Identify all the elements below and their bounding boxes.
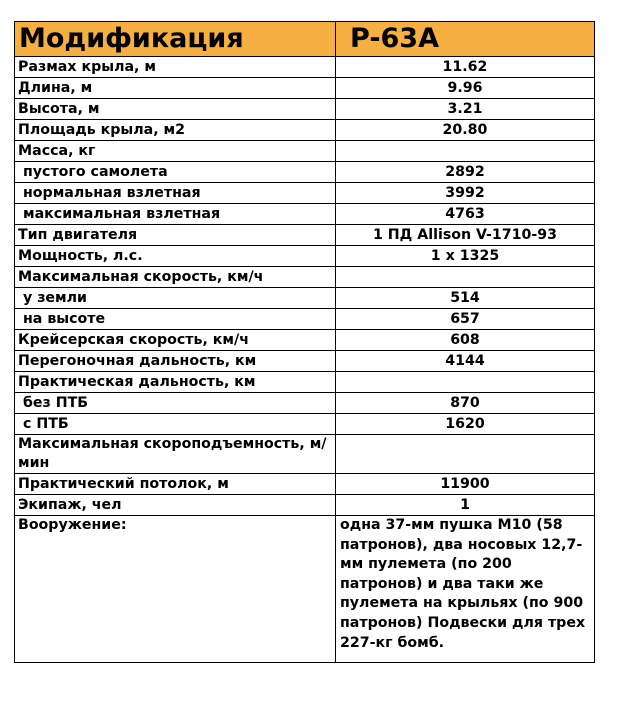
row-label: Площадь крыла, м2 — [15, 120, 336, 141]
armament-label: Вооружение: — [15, 516, 336, 663]
row-value: 11.62 — [336, 57, 595, 78]
header-label: Модификация — [15, 22, 336, 57]
row-value: 2892 — [336, 162, 595, 183]
row-value: 11900 — [336, 474, 595, 495]
row-label: нормальная взлетная — [15, 183, 336, 204]
row-label: с ПТБ — [15, 414, 336, 435]
row-value: 1 x 1325 — [336, 246, 595, 267]
row-value: 870 — [336, 393, 595, 414]
row-label: Размах крыла, м — [15, 57, 336, 78]
row-value — [336, 372, 595, 393]
row-label: Практический потолок, м — [15, 474, 336, 495]
table-header-row — [15, 22, 595, 57]
row-value: 3.21 — [336, 99, 595, 120]
row-label: Экипаж, чел — [15, 495, 336, 516]
specifications-table — [14, 21, 595, 663]
row-value: 1 — [336, 495, 595, 516]
table-row — [15, 120, 595, 141]
row-label: пустого самолета — [15, 162, 336, 183]
table-row — [15, 495, 595, 516]
table-row — [15, 162, 595, 183]
table-row — [15, 435, 595, 474]
table-row — [15, 246, 595, 267]
row-value: 1 ПД Allison V-1710-93 — [336, 225, 595, 246]
row-label: без ПТБ — [15, 393, 336, 414]
table-row — [15, 330, 595, 351]
table-row — [15, 267, 595, 288]
row-value: 1620 — [336, 414, 595, 435]
row-label: Масса, кг — [15, 141, 336, 162]
table-row — [15, 351, 595, 372]
row-label: Максимальная скорость, км/ч — [15, 267, 336, 288]
row-value: 657 — [336, 309, 595, 330]
row-value: 3992 — [336, 183, 595, 204]
table-row — [15, 225, 595, 246]
table-row — [15, 78, 595, 99]
row-label: у земли — [15, 288, 336, 309]
row-label: на высоте — [15, 309, 336, 330]
row-label: Мощность, л.с. — [15, 246, 336, 267]
row-label: Максимальная скороподъемность, м/мин — [15, 435, 336, 474]
row-value — [336, 435, 595, 474]
row-value: 4763 — [336, 204, 595, 225]
row-label: Перегоночная дальность, км — [15, 351, 336, 372]
table-row — [15, 288, 595, 309]
row-label: Практическая дальность, км — [15, 372, 336, 393]
row-value — [336, 141, 595, 162]
header-model: P-63A — [336, 22, 595, 57]
row-label: Тип двигателя — [15, 225, 336, 246]
row-value: 20.80 — [336, 120, 595, 141]
row-value: 4144 — [336, 351, 595, 372]
table-row — [15, 474, 595, 495]
table-row — [15, 99, 595, 120]
row-label: Высота, м — [15, 99, 336, 120]
row-value — [336, 267, 595, 288]
table-row — [15, 57, 595, 78]
table-row — [15, 393, 595, 414]
armament-value: одна 37-мм пушка М10 (58 патронов), два носовых 12,7- мм пулемета (по 200 патронов) и два таки же пулемета на крыльях (по 900 патронов) Подвески для трех 227-кг бомб. — [336, 516, 595, 663]
row-label: максимальная взлетная — [15, 204, 336, 225]
row-label: Крейсерская скорость, км/ч — [15, 330, 336, 351]
armament-row — [15, 516, 595, 663]
row-label: Длина, м — [15, 78, 336, 99]
row-value: 514 — [336, 288, 595, 309]
row-value: 608 — [336, 330, 595, 351]
table-row — [15, 414, 595, 435]
table-row — [15, 372, 595, 393]
table-row — [15, 141, 595, 162]
table-row — [15, 309, 595, 330]
table-row — [15, 204, 595, 225]
table-row — [15, 183, 595, 204]
row-value: 9.96 — [336, 78, 595, 99]
